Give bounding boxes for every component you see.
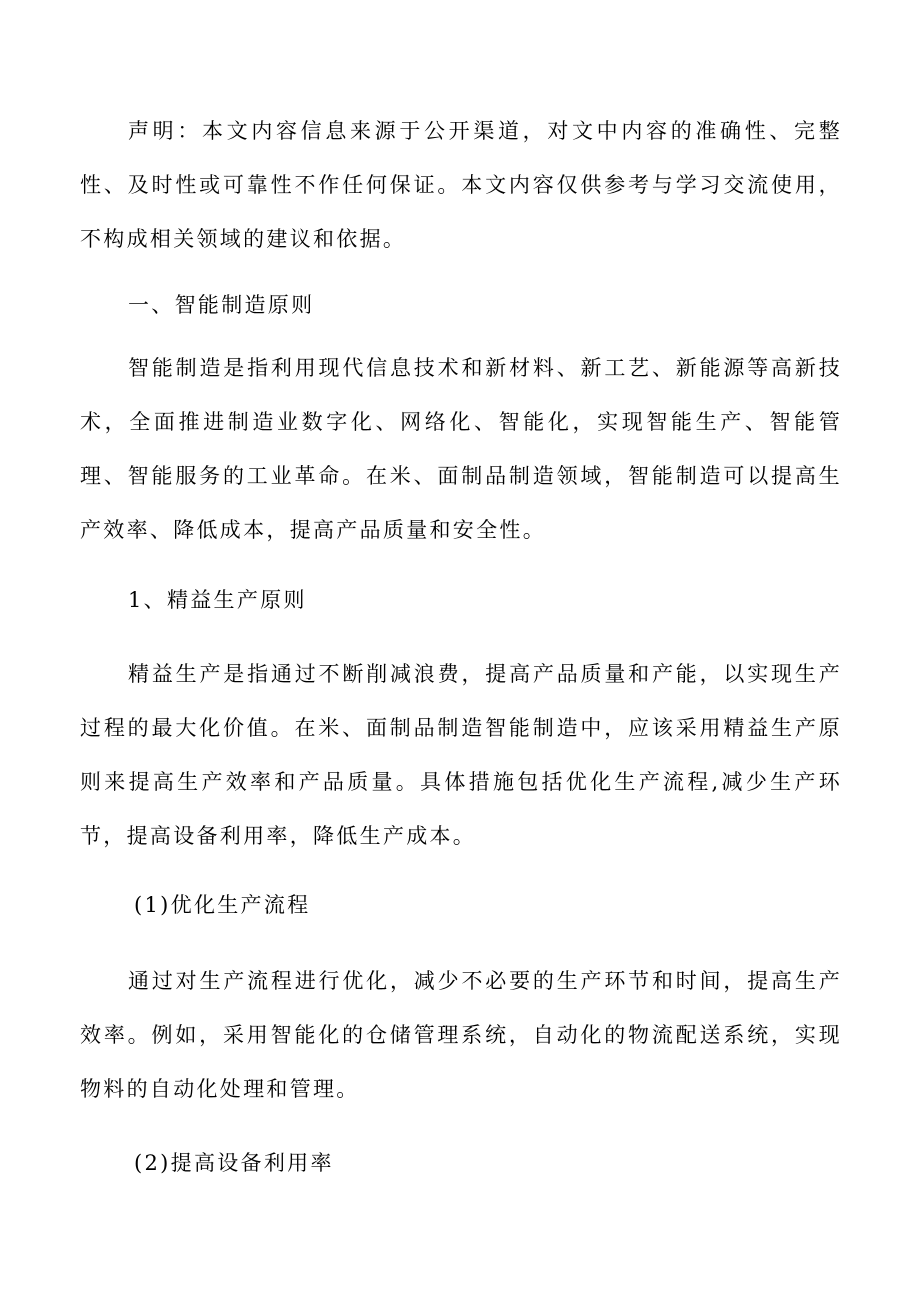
- section-intro-paragraph: 智能制造是指利用现代信息技术和新材料、新工艺、新能源等高新技术，全面推进制造业数字化、网络化、智能化，实现智能生产、智能管理、智能服务的工业革命。在米、面制品制造领域，智能制造可以提高生产效率、降低成本，提高产品质量和安全性。: [80, 356, 842, 542]
- item-heading-equipment-utilization: (2)提高设备利用率: [134, 1151, 334, 1175]
- subsection-heading-lean-production: 1、精益生产原则: [128, 588, 307, 612]
- lean-production-paragraph: 精益生产是指通过不断削减浪费，提高产品质量和产能，以实现生产过程的最大化价值。在米、面制品制造智能制造中，应该采用精益生产原则来提高生产效率和产品质量。具体措施包括优化生产流程,减少生产环节，提高设备利用率，降低生产成本。: [80, 662, 842, 848]
- disclaimer-paragraph: 声明：本文内容信息来源于公开渠道，对文中内容的准确性、完整性、及时性或可靠性不作任何保证。本文内容仅供参考与学习交流使用，不构成相关领域的建议和依据。: [80, 119, 842, 251]
- optimize-process-paragraph: 通过对生产流程进行优化，减少不必要的生产环节和时间，提高生产效率。例如，采用智能化的仓储管理系统，自动化的物流配送系统，实现物料的自动化处理和管理。: [80, 969, 842, 1101]
- item-heading-optimize-process: (1)优化生产流程: [134, 893, 311, 917]
- section-heading-intelligent-manufacturing: 一、智能制造原则: [128, 293, 315, 317]
